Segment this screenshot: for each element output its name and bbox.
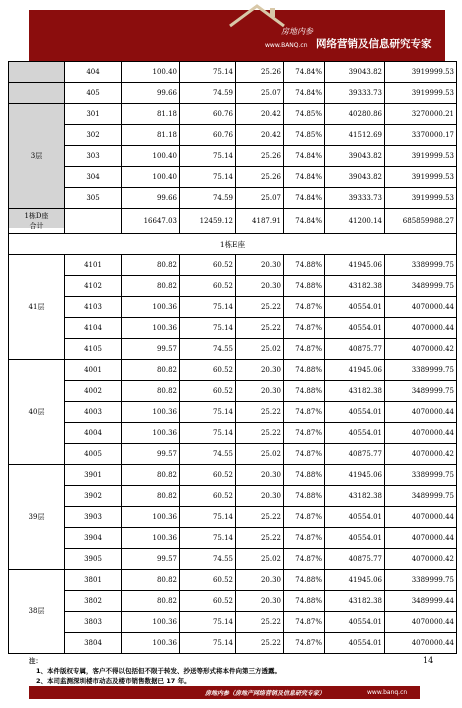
total-price-cell: 3489999.44 [385, 591, 457, 612]
efficiency-cell: 74.87% [284, 507, 325, 528]
room-cell: 4103 [65, 297, 122, 318]
shared-area-cell: 25.22 [236, 633, 284, 654]
footer-text: 房地内参（房地产网络营销及信息研究专家） [205, 690, 326, 697]
table-row [9, 297, 457, 318]
notes-heading: 注： [29, 657, 42, 665]
unit-price-cell: 40554.01 [325, 612, 385, 633]
room-cell: 3903 [65, 507, 122, 528]
room-cell: 301 [65, 104, 122, 125]
area-cell: 80.82 [122, 465, 180, 486]
table-row [9, 318, 457, 339]
shared-area-cell: 25.07 [236, 83, 284, 104]
inner-area-cell: 60.52 [180, 591, 236, 612]
inner-area-cell: 75.14 [180, 507, 236, 528]
unit-price-cell: 43182.38 [325, 486, 385, 507]
room-cell: 404 [65, 62, 122, 83]
area-cell: 80.82 [122, 486, 180, 507]
room-cell: 3803 [65, 612, 122, 633]
area-cell: 100.36 [122, 297, 180, 318]
inner-area-cell: 74.55 [180, 339, 236, 360]
table-row [9, 402, 457, 423]
inner-area-cell: 75.14 [180, 528, 236, 549]
floor-label: 39层 [9, 465, 65, 570]
efficiency-cell: 74.87% [284, 339, 325, 360]
area-cell: 99.57 [122, 444, 180, 465]
area-cell: 100.36 [122, 318, 180, 339]
efficiency-cell: 74.87% [284, 444, 325, 465]
efficiency-cell: 74.88% [284, 486, 325, 507]
inner-area-cell: 60.76 [180, 125, 236, 146]
room-cell: 3901 [65, 465, 122, 486]
notes-section [29, 656, 281, 686]
room-cell: 405 [65, 83, 122, 104]
unit-price-cell: 39333.73 [325, 83, 385, 104]
room-cell: 4101 [65, 255, 122, 276]
total-price-cell: 3919999.53 [385, 188, 457, 209]
total-price-cell: 4070000.42 [385, 339, 457, 360]
table-row [9, 423, 457, 444]
table-row [9, 360, 457, 381]
inner-area-cell: 74.55 [180, 549, 236, 570]
subtotal-label-line2: 合计 [29, 222, 44, 230]
inner-area-cell: 60.76 [180, 104, 236, 125]
table-row [9, 528, 457, 549]
inner-area-cell: 75.14 [180, 423, 236, 444]
total-price-cell: 3489999.75 [385, 381, 457, 402]
total-price-cell: 3919999.53 [385, 83, 457, 104]
unit-price-cell: 40554.01 [325, 507, 385, 528]
area-cell: 81.18 [122, 104, 180, 125]
efficiency-cell: 74.88% [284, 255, 325, 276]
efficiency-cell: 74.88% [284, 360, 325, 381]
room-cell: 4105 [65, 339, 122, 360]
page-number: 14 [423, 656, 434, 665]
shared-area-cell: 25.26 [236, 146, 284, 167]
efficiency-cell: 74.87% [284, 549, 325, 570]
table-row [9, 167, 457, 188]
total-price-cell: 3389999.75 [385, 465, 457, 486]
table-row [9, 612, 457, 633]
shared-area-cell: 20.30 [236, 570, 284, 591]
room-cell: 303 [65, 146, 122, 167]
section-title-row [9, 234, 457, 255]
unit-price-cell: 40554.01 [325, 423, 385, 444]
floor-label: 40层 [9, 360, 65, 465]
inner-area-cell: 60.52 [180, 486, 236, 507]
area-cell: 99.57 [122, 549, 180, 570]
area-cell: 100.40 [122, 62, 180, 83]
inner-area-cell: 75.14 [180, 146, 236, 167]
note-line-1: 1、本件版权专属，客户不得以包括但不限于转发、抄送等形式将本件向第三方透露。 [36, 667, 282, 675]
shared-area-cell: 25.07 [236, 188, 284, 209]
efficiency-cell: 74.88% [284, 381, 325, 402]
shared-area-cell: 20.30 [236, 276, 284, 297]
area-cell: 100.36 [122, 633, 180, 654]
shared-area-cell: 20.42 [236, 125, 284, 146]
efficiency-cell: 74.87% [284, 297, 325, 318]
efficiency-cell: 74.85% [284, 125, 325, 146]
unit-price-cell: 40875.77 [325, 444, 385, 465]
total-price-cell: 4070000.42 [385, 444, 457, 465]
floor-cell [9, 83, 65, 104]
subtotal-shared-area-cell: 4187.91 [236, 209, 284, 234]
room-cell: 3904 [65, 528, 122, 549]
efficiency-cell: 74.87% [284, 423, 325, 444]
shared-area-cell: 25.22 [236, 507, 284, 528]
efficiency-cell: 74.87% [284, 402, 325, 423]
subtotal-unit-price-cell: 41200.14 [325, 209, 385, 234]
efficiency-cell: 74.84% [284, 83, 325, 104]
total-price-cell: 3489999.75 [385, 276, 457, 297]
subtotal-total-price-cell: 685859988.27 [385, 209, 457, 234]
inner-area-cell: 60.52 [180, 255, 236, 276]
area-cell: 80.82 [122, 276, 180, 297]
area-cell: 99.66 [122, 83, 180, 104]
efficiency-cell: 74.88% [284, 465, 325, 486]
total-price-cell: 4070000.44 [385, 423, 457, 444]
inner-area-cell: 74.59 [180, 188, 236, 209]
area-cell: 100.36 [122, 423, 180, 444]
total-price-cell: 4070000.44 [385, 528, 457, 549]
efficiency-cell: 74.84% [284, 62, 325, 83]
inner-area-cell: 60.52 [180, 381, 236, 402]
shared-area-cell: 25.22 [236, 528, 284, 549]
table-row [9, 633, 457, 654]
subtotal-area-cell: 16647.03 [122, 209, 180, 234]
logo-domain-text: www.BANQ.cn [265, 42, 308, 49]
sales-table-container [8, 61, 456, 654]
table-row [9, 591, 457, 612]
total-price-cell: 3270000.21 [385, 104, 457, 125]
shared-area-cell: 25.26 [236, 167, 284, 188]
table-row [9, 276, 457, 297]
total-price-cell: 3919999.53 [385, 167, 457, 188]
total-price-cell: 4070000.44 [385, 297, 457, 318]
area-cell: 99.57 [122, 339, 180, 360]
room-cell: 304 [65, 167, 122, 188]
total-price-cell: 4070000.44 [385, 633, 457, 654]
room-cell: 305 [65, 188, 122, 209]
inner-area-cell: 75.14 [180, 318, 236, 339]
floor-cell [9, 62, 65, 83]
area-cell: 100.36 [122, 507, 180, 528]
room-cell: 3801 [65, 570, 122, 591]
unit-price-cell: 40554.01 [325, 318, 385, 339]
shared-area-cell: 25.22 [236, 297, 284, 318]
shared-area-cell: 25.02 [236, 339, 284, 360]
inner-area-cell: 60.52 [180, 570, 236, 591]
room-cell: 4003 [65, 402, 122, 423]
unit-price-cell: 41512.69 [325, 125, 385, 146]
efficiency-cell: 74.84% [284, 167, 325, 188]
total-price-cell: 4070000.44 [385, 507, 457, 528]
table-row [9, 188, 457, 209]
room-cell: 4002 [65, 381, 122, 402]
area-cell: 100.40 [122, 167, 180, 188]
room-cell: 3905 [65, 549, 122, 570]
table-row [9, 507, 457, 528]
area-cell: 100.40 [122, 146, 180, 167]
subtotal-inner-area-cell: 12459.12 [180, 209, 236, 234]
unit-price-cell: 39043.82 [325, 146, 385, 167]
unit-price-cell: 40554.01 [325, 402, 385, 423]
sales-table-body [9, 62, 457, 654]
table-row [9, 486, 457, 507]
shared-area-cell: 25.26 [236, 62, 284, 83]
unit-price-cell: 39043.82 [325, 62, 385, 83]
table-row [9, 549, 457, 570]
inner-area-cell: 75.14 [180, 612, 236, 633]
area-cell: 99.66 [122, 188, 180, 209]
table-row [9, 62, 457, 83]
total-price-cell: 3389999.75 [385, 255, 457, 276]
efficiency-cell: 74.84% [284, 146, 325, 167]
shared-area-cell: 20.30 [236, 465, 284, 486]
inner-area-cell: 60.52 [180, 465, 236, 486]
total-price-cell: 3389999.75 [385, 360, 457, 381]
shared-area-cell: 20.30 [236, 591, 284, 612]
efficiency-cell: 74.88% [284, 570, 325, 591]
table-row [9, 381, 457, 402]
area-cell: 100.36 [122, 402, 180, 423]
area-cell: 80.82 [122, 570, 180, 591]
unit-price-cell: 39333.73 [325, 188, 385, 209]
unit-price-cell: 40554.01 [325, 297, 385, 318]
subtotal-room-cell [65, 209, 122, 234]
inner-area-cell: 75.14 [180, 633, 236, 654]
subtotal-label [9, 209, 65, 234]
shared-area-cell: 25.22 [236, 423, 284, 444]
inner-area-cell: 74.55 [180, 444, 236, 465]
shared-area-cell: 20.30 [236, 486, 284, 507]
inner-area-cell: 74.59 [180, 83, 236, 104]
room-cell: 3804 [65, 633, 122, 654]
floor-label: 3层 [9, 104, 65, 209]
shared-area-cell: 20.30 [236, 360, 284, 381]
inner-area-cell: 60.52 [180, 360, 236, 381]
logo-brand-text: 房地内参 [281, 27, 313, 36]
inner-area-cell: 75.14 [180, 402, 236, 423]
room-cell: 3802 [65, 591, 122, 612]
room-cell: 4005 [65, 444, 122, 465]
efficiency-cell: 74.84% [284, 188, 325, 209]
efficiency-cell: 74.87% [284, 633, 325, 654]
subtotal-label-line1: 1栋D座 [24, 212, 49, 220]
area-cell: 80.82 [122, 381, 180, 402]
table-row [9, 444, 457, 465]
section-title: 1栋E座 [9, 234, 457, 255]
unit-price-cell: 40875.77 [325, 339, 385, 360]
inner-area-cell: 75.14 [180, 167, 236, 188]
total-price-cell: 4070000.42 [385, 549, 457, 570]
area-cell: 100.36 [122, 612, 180, 633]
table-row [9, 255, 457, 276]
efficiency-cell: 74.88% [284, 591, 325, 612]
room-cell: 4102 [65, 276, 122, 297]
total-price-cell: 3919999.53 [385, 146, 457, 167]
unit-price-cell: 41945.06 [325, 570, 385, 591]
floor-label: 41层 [9, 255, 65, 360]
inner-area-cell: 75.14 [180, 62, 236, 83]
area-cell: 100.36 [122, 528, 180, 549]
area-cell: 80.82 [122, 591, 180, 612]
room-cell: 4004 [65, 423, 122, 444]
table-row [9, 104, 457, 125]
efficiency-cell: 74.85% [284, 104, 325, 125]
unit-price-cell: 41945.06 [325, 465, 385, 486]
shared-area-cell: 25.02 [236, 549, 284, 570]
shared-area-cell: 25.22 [236, 612, 284, 633]
unit-price-cell: 43182.38 [325, 591, 385, 612]
unit-price-cell: 40875.77 [325, 549, 385, 570]
shared-area-cell: 20.30 [236, 255, 284, 276]
header-title: 网络营销及信息研究专家 [316, 38, 432, 50]
unit-price-cell: 43182.38 [325, 276, 385, 297]
efficiency-cell: 74.88% [284, 276, 325, 297]
table-row [9, 570, 457, 591]
shared-area-cell: 25.22 [236, 402, 284, 423]
area-cell: 81.18 [122, 125, 180, 146]
unit-price-cell: 43182.38 [325, 381, 385, 402]
shared-area-cell: 20.42 [236, 104, 284, 125]
total-price-cell: 4070000.44 [385, 612, 457, 633]
room-cell: 3902 [65, 486, 122, 507]
table-row [9, 83, 457, 104]
unit-price-cell: 41945.06 [325, 255, 385, 276]
room-cell: 4104 [65, 318, 122, 339]
inner-area-cell: 75.14 [180, 297, 236, 318]
table-row [9, 146, 457, 167]
efficiency-cell: 74.87% [284, 318, 325, 339]
unit-price-cell: 40280.86 [325, 104, 385, 125]
room-cell: 4001 [65, 360, 122, 381]
total-price-cell: 3389999.75 [385, 570, 457, 591]
area-cell: 80.82 [122, 360, 180, 381]
total-price-cell: 4070000.44 [385, 318, 457, 339]
footer-domain: www.banq.cn [367, 689, 408, 696]
note-line-2: 2、本司监测深圳楼市动态及楼市销售数据已 17 年。 [36, 677, 191, 685]
unit-price-cell: 41945.06 [325, 360, 385, 381]
room-cell: 302 [65, 125, 122, 146]
unit-price-cell: 39043.82 [325, 167, 385, 188]
floor-label: 38层 [9, 570, 65, 654]
subtotal-row [9, 209, 457, 234]
total-price-cell: 4070000.44 [385, 402, 457, 423]
sales-table [8, 61, 457, 654]
efficiency-cell: 74.87% [284, 528, 325, 549]
area-cell: 80.82 [122, 255, 180, 276]
total-price-cell: 3489999.75 [385, 486, 457, 507]
efficiency-cell: 74.87% [284, 612, 325, 633]
shared-area-cell: 20.30 [236, 381, 284, 402]
house-logo-icon [226, 2, 288, 30]
unit-price-cell: 40554.01 [325, 528, 385, 549]
table-row [9, 339, 457, 360]
inner-area-cell: 60.52 [180, 276, 236, 297]
total-price-cell: 3370000.17 [385, 125, 457, 146]
shared-area-cell: 25.22 [236, 318, 284, 339]
table-row [9, 125, 457, 146]
shared-area-cell: 25.02 [236, 444, 284, 465]
unit-price-cell: 40554.01 [325, 633, 385, 654]
table-row [9, 465, 457, 486]
subtotal-efficiency-cell: 74.84% [284, 209, 325, 234]
total-price-cell: 3919999.53 [385, 62, 457, 83]
